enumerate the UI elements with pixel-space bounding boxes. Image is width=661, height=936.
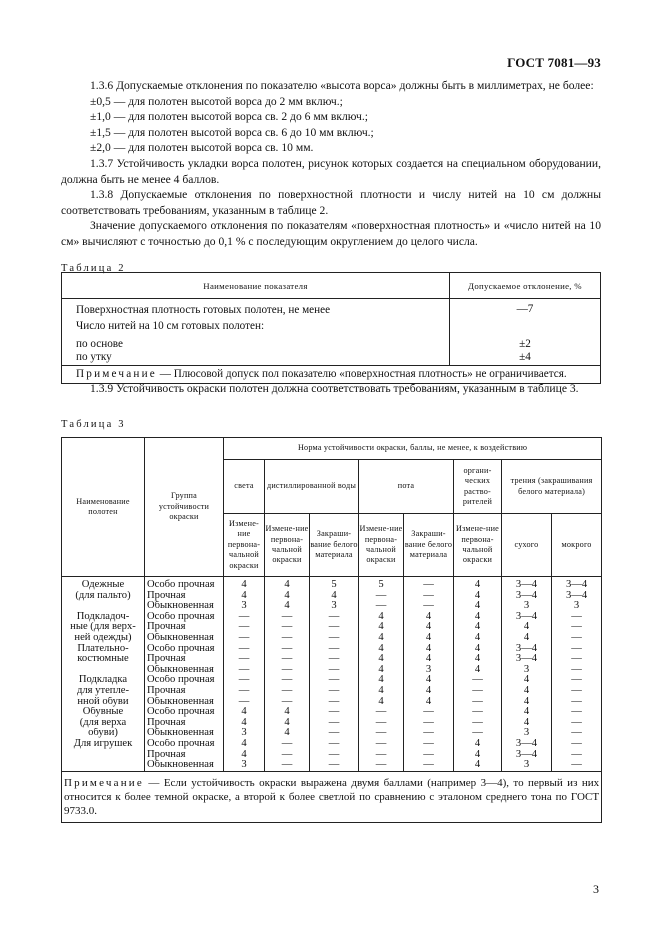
group-cell: Обыкновенная — [145, 633, 224, 644]
rating-cell: 4 — [359, 675, 404, 686]
group-cell: Особо прочная — [145, 577, 224, 591]
rating-cell: 4 — [454, 644, 502, 655]
rating-cell: 4 — [454, 750, 502, 761]
document-header: ГОСТ 7081—93 — [507, 55, 601, 70]
tolerance-line: ±2,0 — для полотен высотой ворса св. 10 мм. — [90, 141, 314, 155]
rating-cell: 4 — [404, 633, 454, 644]
rating-cell: 5 — [359, 577, 404, 591]
table-row — [62, 601, 602, 612]
rating-cell: — — [404, 591, 454, 602]
rating-cell: — — [454, 718, 502, 729]
fabric-name-cell — [62, 665, 145, 676]
table-3-header-change: Измене-ние первона-чальной окраски — [454, 514, 502, 577]
rating-cell: — — [310, 739, 359, 750]
fabric-name-cell: Подкладка — [62, 675, 145, 686]
table-3-note — [62, 771, 602, 822]
rating-cell: 4 — [454, 654, 502, 665]
table-row — [62, 675, 602, 686]
rating-cell: 4 — [404, 686, 454, 697]
rating-cell: 4 — [404, 697, 454, 708]
rating-cell: 3 — [502, 728, 552, 739]
rating-cell: 4 — [454, 633, 502, 644]
rating-cell: 4 — [404, 675, 454, 686]
rating-cell: 4 — [454, 612, 502, 623]
paragraph-1-3-6: 1.3.6 Допускаемые отклонения по показателю «высота ворса» должны быть в миллиметрах, не более: — [90, 79, 594, 92]
rating-cell: 4 — [502, 633, 552, 644]
group-cell: Особо прочная — [145, 675, 224, 686]
rating-cell: 4 — [265, 601, 310, 612]
rating-cell: — — [404, 718, 454, 729]
rating-cell: 4 — [224, 739, 265, 750]
table-row — [62, 633, 602, 644]
group-cell: Особо прочная — [145, 644, 224, 655]
table-row — [62, 686, 602, 697]
rating-cell: 3—4 — [502, 612, 552, 623]
rating-cell: — — [404, 707, 454, 718]
rating-cell: 3 — [502, 601, 552, 612]
rating-cell: — — [310, 622, 359, 633]
rating-cell: — — [552, 633, 602, 644]
table-2-note-text: — Плюсовой допуск пол показателю «поверхностная плотность» не ограничивается. — [156, 368, 567, 380]
table-row — [62, 739, 602, 750]
fabric-name-cell: обуви) — [62, 728, 145, 739]
rating-cell: — — [265, 750, 310, 761]
fabric-name-cell: костюмные — [62, 654, 145, 665]
table-row — [62, 654, 602, 665]
fabric-name-cell: Одежные — [62, 577, 145, 591]
table-3-header-water: дистиллированной воды — [265, 460, 359, 514]
rating-cell: 4 — [454, 760, 502, 771]
rating-cell: — — [265, 665, 310, 676]
rating-cell: — — [404, 750, 454, 761]
rating-cell: — — [224, 686, 265, 697]
rating-cell: 4 — [404, 612, 454, 623]
rating-cell: 3 — [404, 665, 454, 676]
group-cell: Обыкновенная — [145, 697, 224, 708]
table-row — [62, 718, 602, 729]
rating-cell: 3—4 — [552, 577, 602, 591]
rating-cell: 4 — [359, 686, 404, 697]
table-2-note-label: Примечание — [76, 368, 157, 380]
table-row — [62, 591, 602, 602]
paragraph-1-3-7: 1.3.7 Устойчивость укладки ворса полотен, рисунок которых создается на специальном оборудовании, должна быть не менее 4 баллов. — [61, 156, 601, 186]
table-3-header-stain: Закраши-вание белого материала — [404, 514, 454, 577]
rating-cell: — — [552, 612, 602, 623]
rating-cell: 3—4 — [502, 591, 552, 602]
rating-cell: — — [265, 675, 310, 686]
rating-cell: 3 — [224, 728, 265, 739]
rating-cell: — — [359, 718, 404, 729]
table-2 — [61, 272, 601, 384]
table-3-header-wet: мокрого — [552, 514, 602, 577]
rating-cell: 4 — [359, 622, 404, 633]
table-3-body — [62, 577, 602, 772]
rating-cell: 4 — [224, 707, 265, 718]
rating-cell: — — [404, 577, 454, 591]
rating-cell: 3 — [224, 601, 265, 612]
rating-cell: — — [310, 707, 359, 718]
rating-cell: 4 — [454, 665, 502, 676]
rating-cell: 4 — [359, 633, 404, 644]
paragraph-1-3-8-value: Значение допускаемого отклонения по показателям «поверхностная плотность» и «число нитей на 10 см» вычисляют с точностью до 0,1 % с последующим округлением до целого числа. — [61, 219, 601, 248]
fabric-name-cell: Плательно- — [62, 644, 145, 655]
table-2-row-value: ±2 — [450, 338, 601, 351]
rating-cell: — — [310, 718, 359, 729]
table-2-header-deviation: Допускаемое отклонение, % — [450, 273, 601, 299]
table-3-header-dry: сухого — [502, 514, 552, 577]
rating-cell: — — [224, 654, 265, 665]
rating-cell: — — [454, 707, 502, 718]
rating-cell: — — [552, 728, 602, 739]
rating-cell: 4 — [404, 644, 454, 655]
rating-cell: 4 — [265, 718, 310, 729]
fabric-name-cell: нной обуви — [62, 697, 145, 708]
rating-cell: 4 — [224, 750, 265, 761]
rating-cell: — — [552, 675, 602, 686]
rating-cell: 3—4 — [502, 750, 552, 761]
group-cell: Прочная — [145, 750, 224, 761]
rating-cell: — — [224, 675, 265, 686]
rating-cell: — — [404, 728, 454, 739]
rating-cell: — — [224, 622, 265, 633]
rating-cell: — — [454, 686, 502, 697]
rating-cell: — — [454, 697, 502, 708]
fabric-name-cell — [62, 750, 145, 761]
rating-cell: 4 — [502, 686, 552, 697]
fabric-name-cell: (для пальто) — [62, 591, 145, 602]
group-cell: Особо прочная — [145, 739, 224, 750]
rating-cell: — — [310, 654, 359, 665]
rating-cell: 4 — [502, 622, 552, 633]
table-3-note-text: — Если устойчивость окраски выражена двумя баллами (например 3—4), то первый из них относится к более темной окраске, а второй к более светлой по сравнению с эталоном среднего тона по ГОСТ 9733.0. — [64, 776, 600, 817]
rating-cell: 4 — [359, 644, 404, 655]
body-text — [61, 78, 601, 276]
table-2-caption: Таблица 2 — [61, 262, 126, 274]
rating-cell: — — [552, 707, 602, 718]
rating-cell: 4 — [454, 622, 502, 633]
rating-cell: — — [552, 739, 602, 750]
table-3-header-group: Группа устойчивости окраски — [145, 438, 224, 577]
table-3-header-change: Измене-ние первона-чальной окраски — [265, 514, 310, 577]
rating-cell: 5 — [310, 577, 359, 591]
rating-cell: — — [310, 612, 359, 623]
table-row — [62, 728, 602, 739]
rating-cell: 3—4 — [502, 644, 552, 655]
group-cell: Прочная — [145, 718, 224, 729]
rating-cell: — — [224, 633, 265, 644]
table-3 — [61, 437, 602, 823]
rating-cell: — — [310, 633, 359, 644]
rating-cell: — — [404, 601, 454, 612]
group-cell: Прочная — [145, 686, 224, 697]
rating-cell: — — [310, 760, 359, 771]
rating-cell: — — [359, 760, 404, 771]
rating-cell: — — [310, 644, 359, 655]
rating-cell: — — [310, 686, 359, 697]
fabric-name-cell: (для верха — [62, 718, 145, 729]
table-row — [62, 707, 602, 718]
table-2-row-label: Поверхностная плотность готовых полотен, не менее — [62, 299, 450, 317]
tolerance-line: ±1,5 — для полотен высотой ворса св. 6 до 10 мм включ.; — [90, 125, 374, 139]
fabric-name-cell: Обувные — [62, 707, 145, 718]
rating-cell: 4 — [454, 577, 502, 591]
table-2-row-value: —7 — [450, 299, 601, 317]
rating-cell: 4 — [359, 665, 404, 676]
fabric-name-cell — [62, 601, 145, 612]
rating-cell: — — [404, 739, 454, 750]
table-3-header-solvents: органи-ческих раство-рителей — [454, 460, 502, 514]
table-2-row-value: ±4 — [450, 351, 601, 366]
tolerance-line: ±0,5 — для полотен высотой ворса до 2 мм включ.; — [90, 94, 343, 108]
rating-cell: 4 — [310, 591, 359, 602]
rating-cell: — — [265, 633, 310, 644]
rating-cell: — — [552, 750, 602, 761]
table-3-header-rubbing: трения (закрашивания белого материала) — [502, 460, 602, 514]
table-row — [62, 760, 602, 771]
rating-cell: — — [224, 644, 265, 655]
group-cell: Особо прочная — [145, 612, 224, 623]
rating-cell: 4 — [224, 577, 265, 591]
paragraph-1-3-8: 1.3.8 Допускаемые отклонения по поверхностной плотности и числу нитей на 10 см должны соответствовать требованиям, указанным в таблице 2. — [61, 188, 601, 217]
rating-cell: 3 — [552, 601, 602, 612]
rating-cell: 3—4 — [502, 654, 552, 665]
page-number: 3 — [593, 882, 599, 896]
rating-cell: — — [224, 665, 265, 676]
group-cell: Особо прочная — [145, 707, 224, 718]
group-cell: Прочная — [145, 591, 224, 602]
rating-cell: — — [224, 697, 265, 708]
rating-cell: — — [359, 707, 404, 718]
rating-cell: 4 — [502, 707, 552, 718]
rating-cell: — — [359, 739, 404, 750]
rating-cell: — — [310, 728, 359, 739]
rating-cell: 4 — [502, 675, 552, 686]
table-2-row-label: по основе — [62, 338, 450, 351]
table-3-header-change: Измене-ние первона-чальной окраски — [224, 514, 265, 577]
rating-cell: — — [552, 622, 602, 633]
table-3-header-change: Измене-ние первона-чальной окраски — [359, 514, 404, 577]
rating-cell: — — [552, 718, 602, 729]
group-cell: Прочная — [145, 622, 224, 633]
rating-cell: — — [265, 739, 310, 750]
rating-cell: — — [265, 644, 310, 655]
rating-cell: 4 — [404, 654, 454, 665]
rating-cell: 4 — [265, 707, 310, 718]
fabric-name-cell: ней одежды) — [62, 633, 145, 644]
paragraph-1-3-9: 1.3.9 Устойчивость окраски полотен должна соответствовать требованиям, указанным в таблице 3. — [90, 382, 579, 395]
fabric-name-cell: Для игрушек — [62, 739, 145, 750]
rating-cell: — — [265, 686, 310, 697]
rating-cell: 4 — [404, 622, 454, 633]
rating-cell: 3 — [224, 760, 265, 771]
rating-cell: — — [310, 750, 359, 761]
rating-cell: 4 — [359, 697, 404, 708]
fabric-name-cell — [62, 760, 145, 771]
rating-cell: — — [359, 601, 404, 612]
group-cell: Обыкновенная — [145, 760, 224, 771]
rating-cell: — — [404, 760, 454, 771]
rating-cell: — — [552, 686, 602, 697]
rating-cell: — — [359, 750, 404, 761]
rating-cell: — — [552, 760, 602, 771]
rating-cell: 3 — [502, 760, 552, 771]
rating-cell: — — [265, 612, 310, 623]
table-row — [62, 697, 602, 708]
rating-cell: — — [359, 591, 404, 602]
table-row — [62, 612, 602, 623]
rating-cell: 4 — [359, 654, 404, 665]
table-3-header-sweat: пота — [359, 460, 454, 514]
rating-cell: — — [552, 665, 602, 676]
table-3-caption: Таблица 3 — [61, 418, 126, 430]
rating-cell: 4 — [454, 739, 502, 750]
rating-cell: 4 — [265, 577, 310, 591]
rating-cell: — — [265, 654, 310, 665]
rating-cell: 4 — [454, 601, 502, 612]
table-row — [62, 665, 602, 676]
fabric-name-cell: Подкладоч- — [62, 612, 145, 623]
table-2-header-name: Наименование показателя — [62, 273, 450, 299]
table-3-header-light: света — [224, 460, 265, 514]
table-row — [62, 622, 602, 633]
rating-cell: 4 — [359, 612, 404, 623]
rating-cell: 4 — [224, 591, 265, 602]
rating-cell: — — [359, 728, 404, 739]
rating-cell: — — [224, 612, 265, 623]
rating-cell: — — [265, 697, 310, 708]
rating-cell: — — [310, 675, 359, 686]
rating-cell: — — [310, 665, 359, 676]
table-row — [62, 750, 602, 761]
table-2-row-label: по утку — [62, 351, 450, 366]
rating-cell: — — [265, 622, 310, 633]
group-cell: Обыкновенная — [145, 601, 224, 612]
table-row — [62, 644, 602, 655]
fabric-name-cell: ные (для верх- — [62, 622, 145, 633]
rating-cell: — — [265, 760, 310, 771]
rating-cell: 4 — [502, 697, 552, 708]
rating-cell: — — [552, 697, 602, 708]
table-3-header-name: Наименование полотен — [62, 438, 145, 577]
rating-cell: 4 — [454, 591, 502, 602]
fabric-name-cell: для утепле- — [62, 686, 145, 697]
group-cell: Обыкновенная — [145, 728, 224, 739]
table-row — [62, 577, 602, 591]
rating-cell: 4 — [265, 591, 310, 602]
table-3-note-label: Примечание — [64, 776, 144, 789]
rating-cell: 3—4 — [552, 591, 602, 602]
rating-cell: 4 — [502, 718, 552, 729]
rating-cell: 3 — [310, 601, 359, 612]
rating-cell: — — [552, 654, 602, 665]
table-3-header-norm: Норма устойчивости окраски, баллы, не менее, к воздействию — [224, 438, 602, 460]
rating-cell: — — [454, 728, 502, 739]
group-cell: Обыкновенная — [145, 665, 224, 676]
rating-cell: — — [310, 697, 359, 708]
body-text-2 — [61, 381, 601, 432]
rating-cell: — — [552, 644, 602, 655]
rating-cell: 4 — [224, 718, 265, 729]
table-2-row-label: Число нитей на 10 см готовых полотен: — [62, 316, 450, 338]
rating-cell: 3—4 — [502, 577, 552, 591]
rating-cell: 4 — [265, 728, 310, 739]
table-3-header-stain: Закраши-вание белого материала — [310, 514, 359, 577]
tolerance-line: ±1,0 — для полотен высотой ворса св. 2 до 6 мм включ.; — [90, 110, 368, 124]
rating-cell: 3—4 — [502, 739, 552, 750]
rating-cell: 3 — [502, 665, 552, 676]
group-cell: Прочная — [145, 654, 224, 665]
rating-cell: — — [454, 675, 502, 686]
